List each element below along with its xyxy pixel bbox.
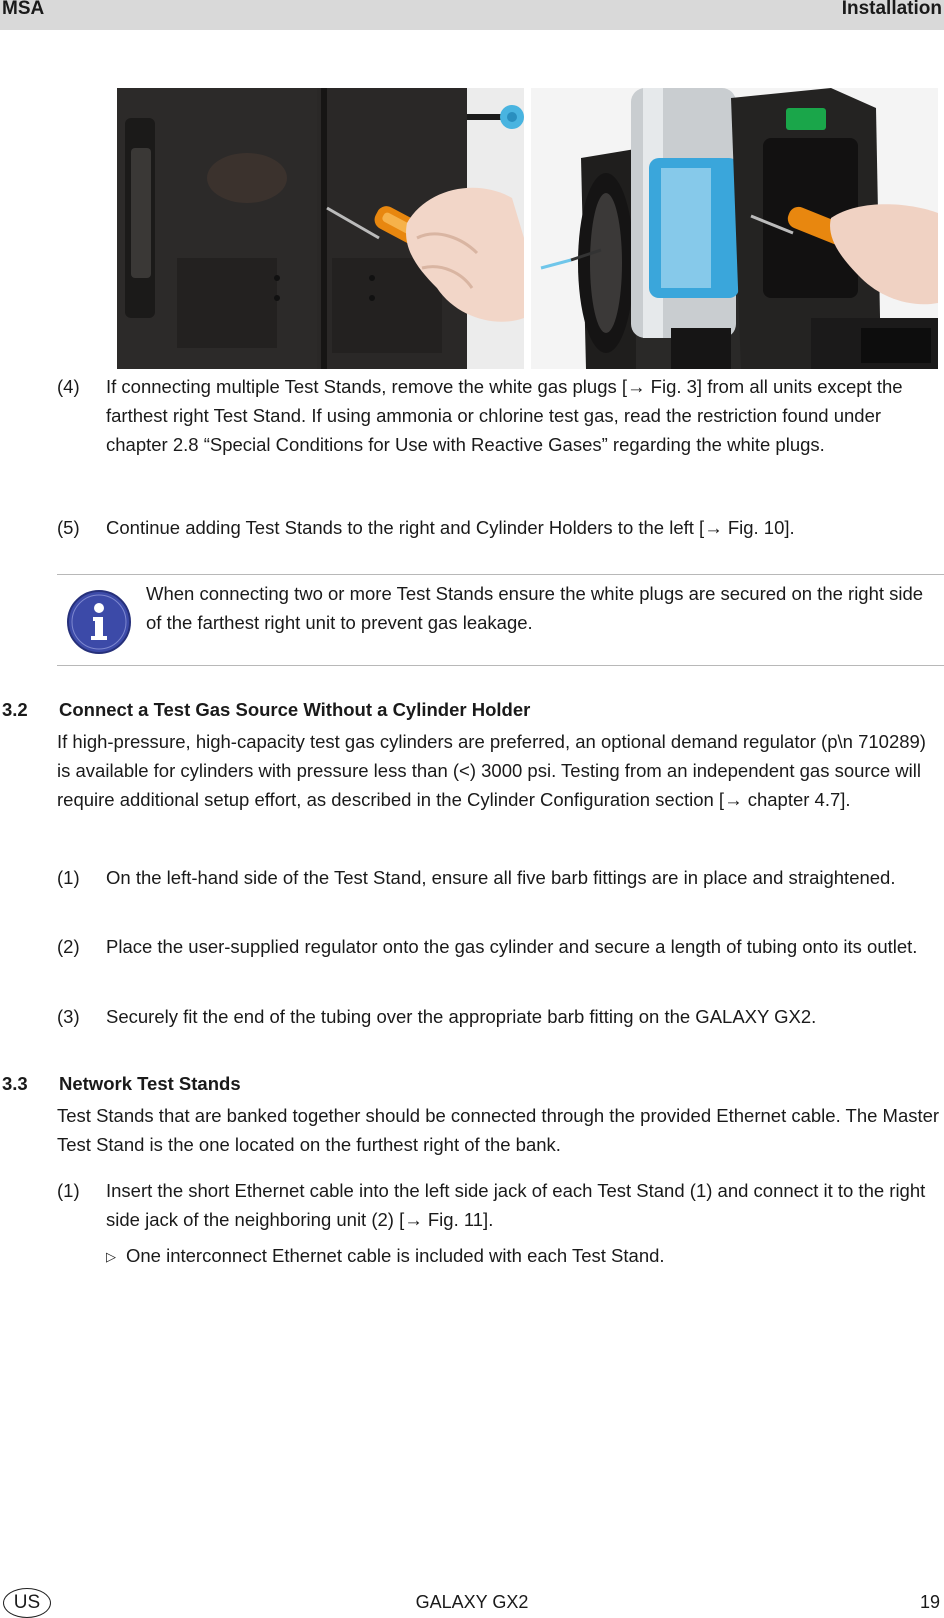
header-brand: MSA (2, 0, 45, 19)
footer-product: GALAXY GX2 (415, 1592, 529, 1612)
step-number: (1) (57, 867, 80, 888)
step-text: Securely fit the end of the tubing over the appropriate barb fitting on the GALAXY GX2. (106, 1006, 817, 1027)
header-section-title: Installation (841, 0, 942, 19)
step-text: If connecting multiple Test Stands, remove the white gas plugs [→ Fig. 3] from all units except the farthest right Test Stand. If using ammonia or chlorine test gas, read the restriction found under chapter 2.8 “Special Conditions for Use with Reactive Gases” regarding the white plugs. (106, 376, 903, 455)
section-title: Network Test Stands (59, 1073, 241, 1094)
step-text: On the left-hand side of the Test Stand, ensure all five barb fittings are in place and straightened. (106, 867, 896, 888)
page-header (0, 0, 944, 30)
step-number: (4) (57, 376, 80, 397)
region-badge: US (3, 1588, 51, 1618)
result-marker-icon: ▷ (106, 1249, 116, 1264)
info-note (57, 574, 944, 666)
page-number: 19 (919, 1592, 940, 1612)
section-3-2-intro: If high-pressure, high-capacity test gas cylinders are preferred, an optional demand regulator (p\n 710289) is available for cylinders with pressure less than (<) 3000 psi. Testing from an independent gas source will require additional setup effort, as described in the Cylinder Configuration section [→ chapter 4.7]. (57, 731, 926, 810)
step-number: (3) (57, 1006, 80, 1027)
test-stand-cylinder-screwdriver-photo (531, 88, 938, 369)
test-stand-rear-screwdriver-photo (117, 88, 524, 369)
step-number: (2) (57, 936, 80, 957)
step-number: (1) (57, 1180, 80, 1201)
step-4 (57, 372, 942, 459)
section-title: Connect a Test Gas Source Without a Cylinder Holder (59, 699, 531, 720)
step-text: Continue adding Test Stands to the right and Cylinder Holders to the left [→ Fig. 10]. (106, 517, 795, 538)
step-result (106, 1241, 936, 1272)
step-text: Insert the short Ethernet cable into the left side jack of each Test Stand (1) and connect it to the right side jack of the neighboring unit (2) [→ Fig. 11]. (106, 1180, 926, 1230)
info-note-text: When connecting two or more Test Stands ensure the white plugs are secured on the right side of the farthest right unit to prevent gas leakage. (146, 583, 924, 633)
step-3 (57, 1002, 942, 1031)
section-number: 3.3 (2, 1073, 28, 1094)
section-3-3-intro: Test Stands that are banked together should be connected through the provided Ethernet cable. The Master Test Stand is the one located on the furthest right of the bank. (57, 1105, 940, 1155)
step-number: (5) (57, 517, 80, 538)
step-2 (57, 932, 942, 961)
info-icon (66, 589, 132, 655)
section-number: 3.2 (2, 699, 28, 720)
step-1 (57, 863, 942, 892)
step-1-network (57, 1176, 942, 1234)
step-text: Place the user-supplied regulator onto the gas cylinder and secure a length of tubing onto its outlet. (106, 936, 918, 957)
step-5 (57, 513, 942, 542)
step-result-text: One interconnect Ethernet cable is included with each Test Stand. (126, 1245, 665, 1266)
